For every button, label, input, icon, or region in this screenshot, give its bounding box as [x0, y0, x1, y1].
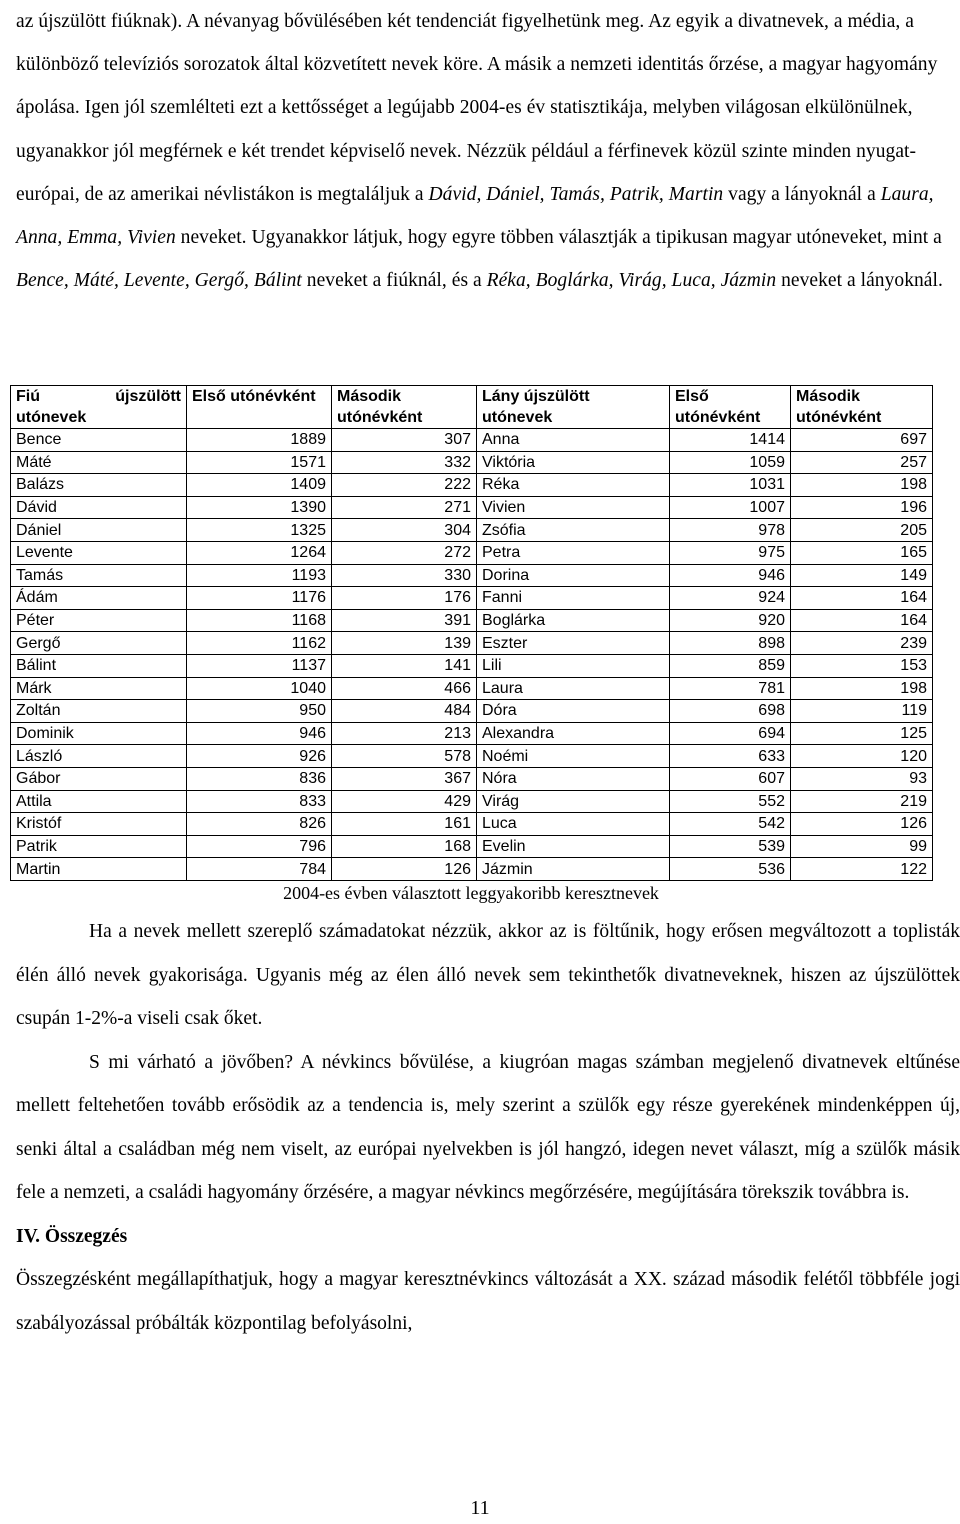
girl-name-cell: Zsófia: [477, 519, 670, 542]
table-caption: 2004-es évben választott leggyakoribb keresztnevek: [283, 883, 659, 903]
table-row: [11, 632, 933, 655]
girl-name-cell: Noémi: [477, 745, 670, 768]
girl-name-cell: Dóra: [477, 700, 670, 723]
boy-name-cell: Péter: [11, 609, 187, 632]
boy-name-cell: Dávid: [11, 496, 187, 519]
intro-text-1: az újszülött fiúknak). A névanyag bővülésében két tendenciát figyelhetünk meg. Az egyik a divatnevek, a média, a különböző televíziós sorozatok által közvetített nevek köre. A másik a nemzeti identitás őrzése, a magyar hagyomány ápolása. Igen jól szemlélteti ezt a kettősséget a legújabb 2004-es év statisztikája, melyben világosan elkülönülnek, ugyanakkor jól megférnek e két trendet képviselő nevek. Nézzük például a férfinevek közül szinte minden nyugat-európai, de az amerikai névlistákon is megtaláljuk a: [16, 11, 938, 205]
boy-first-count-cell: 836: [187, 767, 332, 790]
table-row: [11, 519, 933, 542]
boy-name-cell: Gábor: [11, 767, 187, 790]
girl-second-count-cell: 205: [791, 519, 933, 542]
girl-first-count-cell: 633: [670, 745, 791, 768]
intro-text-2: vagy a lányoknál a: [723, 183, 881, 205]
girl-first-count-cell: 1031: [670, 474, 791, 497]
girl-second-count-cell: 165: [791, 541, 933, 564]
table-row: [11, 745, 933, 768]
boy-first-count-cell: 946: [187, 722, 332, 745]
header-boy-word1: Fiú: [16, 388, 40, 405]
girl-name-cell: Jázmin: [477, 858, 670, 881]
girl-first-count-cell: 975: [670, 541, 791, 564]
boy-first-count-cell: 1193: [187, 564, 332, 587]
girl-first-count-cell: 694: [670, 722, 791, 745]
boy-first-count-cell: 796: [187, 835, 332, 858]
table-row: [11, 564, 933, 587]
girl-first-count-cell: 781: [670, 677, 791, 700]
table-row: [11, 496, 933, 519]
girl-first-count-cell: 946: [670, 564, 791, 587]
girl-first-count-cell: 607: [670, 767, 791, 790]
girl-first-count-cell: 978: [670, 519, 791, 542]
girl-first-count-cell: 536: [670, 858, 791, 881]
girl-first-count-cell: 898: [670, 632, 791, 655]
table-row: [11, 609, 933, 632]
intro-paragraph: [16, 0, 960, 302]
paragraph-2: Ha a nevek mellett szereplő számadatokat nézzük, akkor az is föltűnik, hogy erősen megváltozott a toplisták élén álló nevek gyakorisága. Ugyanis még az élen álló nevek sem tekinthetők divatneveknek, hiszen az újszülöttek csupán 1-2%-a viseli csak őket.: [16, 921, 960, 1029]
boy-second-count-cell: 168: [332, 835, 477, 858]
girl-second-count-cell: 122: [791, 858, 933, 881]
girl-first-count-cell: 542: [670, 813, 791, 836]
boy-first-count-cell: 1137: [187, 654, 332, 677]
female-examples-international: Laura, Anna, Emma, Vivien: [16, 183, 934, 249]
girl-first-count-cell: 920: [670, 609, 791, 632]
girl-name-cell: Fanni: [477, 587, 670, 610]
boy-first-count-cell: 1889: [187, 429, 332, 452]
header-boy-names: [11, 386, 187, 429]
boy-second-count-cell: 466: [332, 677, 477, 700]
girl-name-cell: Vivien: [477, 496, 670, 519]
boy-name-cell: Bálint: [11, 654, 187, 677]
girl-first-count-cell: 924: [670, 587, 791, 610]
girl-second-count-cell: 164: [791, 587, 933, 610]
boy-name-cell: Bence: [11, 429, 187, 452]
names-table: [10, 385, 933, 881]
boy-second-count-cell: 304: [332, 519, 477, 542]
girl-second-count-cell: 219: [791, 790, 933, 813]
boy-first-count-cell: 826: [187, 813, 332, 836]
table-row: [11, 767, 933, 790]
female-examples-hungarian: Réka, Boglárka, Virág, Luca, Jázmin: [486, 270, 777, 292]
male-examples-hungarian: Bence, Máté, Levente, Gergő, Bálint: [16, 270, 302, 292]
boy-first-count-cell: 1571: [187, 451, 332, 474]
header-boy-word3: utónevek: [16, 409, 87, 426]
table-row: [11, 429, 933, 452]
boy-name-cell: Dominik: [11, 722, 187, 745]
boy-name-cell: Ádám: [11, 587, 187, 610]
table-row: [11, 790, 933, 813]
boy-second-count-cell: 429: [332, 790, 477, 813]
boy-second-count-cell: 126: [332, 858, 477, 881]
table-row: [11, 858, 933, 881]
girl-name-cell: Réka: [477, 474, 670, 497]
table-row: [11, 474, 933, 497]
male-examples-international: Dávid, Dániel, Tamás, Patrik, Martin: [428, 183, 724, 205]
header-boy-first: Első utónévként: [187, 386, 332, 429]
boy-name-cell: Patrik: [11, 835, 187, 858]
boy-second-count-cell: 176: [332, 587, 477, 610]
table-row: [11, 677, 933, 700]
paragraph-3: S mi várható a jövőben? A névkincs bővülése, a kiugróan magas számban megjelenő divatnevek eltűnése mellett feltehetően tovább erősödik az a tendencia is, mely szerint a szülők egy része gyerekének mindenképpen új, senki által a családban még nem viselt, az európai nyelvekben is jól hangzó, idegen nevet választ, míg a szülők másik fele a nemzeti, a családi hagyomány őrzésére, a magyar névkincs megőrzésére, megújítására törekszik továbbra is.: [16, 1051, 960, 1203]
table-row: [11, 835, 933, 858]
girl-first-count-cell: 698: [670, 700, 791, 723]
girl-name-cell: Eszter: [477, 632, 670, 655]
boy-name-cell: Tamás: [11, 564, 187, 587]
boy-name-cell: Máté: [11, 451, 187, 474]
boy-second-count-cell: 141: [332, 654, 477, 677]
boy-first-count-cell: 1264: [187, 541, 332, 564]
girl-first-count-cell: 552: [670, 790, 791, 813]
girl-second-count-cell: 164: [791, 609, 933, 632]
girl-second-count-cell: 198: [791, 474, 933, 497]
boy-name-cell: Zoltán: [11, 700, 187, 723]
table-row: [11, 451, 933, 474]
table-row: [11, 654, 933, 677]
table-row: [11, 813, 933, 836]
header-girl-second: Második utónévként: [791, 386, 933, 429]
girl-name-cell: Dorina: [477, 564, 670, 587]
boy-first-count-cell: 833: [187, 790, 332, 813]
boy-name-cell: Dániel: [11, 519, 187, 542]
table-row: [11, 722, 933, 745]
boy-second-count-cell: 391: [332, 609, 477, 632]
girl-name-cell: Alexandra: [477, 722, 670, 745]
boy-name-cell: Attila: [11, 790, 187, 813]
girl-name-cell: Boglárka: [477, 609, 670, 632]
boy-first-count-cell: 1409: [187, 474, 332, 497]
boy-second-count-cell: 222: [332, 474, 477, 497]
girl-first-count-cell: 1414: [670, 429, 791, 452]
intro-text-5: neveket a lányoknál.: [776, 270, 943, 292]
intro-text-4: neveket a fiúknál, és a: [301, 270, 487, 292]
boy-second-count-cell: 367: [332, 767, 477, 790]
boy-first-count-cell: 1176: [187, 587, 332, 610]
girl-first-count-cell: 1007: [670, 496, 791, 519]
girl-second-count-cell: 697: [791, 429, 933, 452]
boy-name-cell: Martin: [11, 858, 187, 881]
girl-name-cell: Anna: [477, 429, 670, 452]
girl-name-cell: Nóra: [477, 767, 670, 790]
header-girl-names: Lány újszülött utónevek: [477, 386, 670, 429]
boy-second-count-cell: 330: [332, 564, 477, 587]
boy-second-count-cell: 272: [332, 541, 477, 564]
boy-name-cell: Márk: [11, 677, 187, 700]
girl-second-count-cell: 93: [791, 767, 933, 790]
boy-second-count-cell: 271: [332, 496, 477, 519]
boy-second-count-cell: 578: [332, 745, 477, 768]
girl-first-count-cell: 539: [670, 835, 791, 858]
boy-second-count-cell: 213: [332, 722, 477, 745]
girl-second-count-cell: 149: [791, 564, 933, 587]
girl-second-count-cell: 120: [791, 745, 933, 768]
boy-second-count-cell: 307: [332, 429, 477, 452]
boy-first-count-cell: 1325: [187, 519, 332, 542]
boy-first-count-cell: 784: [187, 858, 332, 881]
page-number: 11: [470, 1497, 490, 1519]
girl-second-count-cell: 99: [791, 835, 933, 858]
body-text: [16, 910, 960, 1345]
boy-name-cell: Balázs: [11, 474, 187, 497]
boy-second-count-cell: 484: [332, 700, 477, 723]
boy-first-count-cell: 1040: [187, 677, 332, 700]
girl-first-count-cell: 859: [670, 654, 791, 677]
header-boy-word2: újszülött: [115, 388, 181, 405]
girl-second-count-cell: 198: [791, 677, 933, 700]
boy-first-count-cell: 1390: [187, 496, 332, 519]
girl-name-cell: Laura: [477, 677, 670, 700]
table-row: [11, 541, 933, 564]
girl-second-count-cell: 119: [791, 700, 933, 723]
section-heading: IV. Összegzés: [16, 1225, 128, 1247]
girl-second-count-cell: 125: [791, 722, 933, 745]
girl-second-count-cell: 196: [791, 496, 933, 519]
girl-second-count-cell: 239: [791, 632, 933, 655]
girl-second-count-cell: 153: [791, 654, 933, 677]
boy-first-count-cell: 950: [187, 700, 332, 723]
girl-first-count-cell: 1059: [670, 451, 791, 474]
table-header-row: [11, 386, 933, 429]
intro-text-3: neveket. Ugyanakkor látjuk, hogy egyre többen választják a tipikusan magyar utóneveket, mint a: [175, 227, 942, 249]
girl-name-cell: Viktória: [477, 451, 670, 474]
boy-first-count-cell: 1162: [187, 632, 332, 655]
girl-name-cell: Evelin: [477, 835, 670, 858]
boy-name-cell: Levente: [11, 541, 187, 564]
girl-name-cell: Petra: [477, 541, 670, 564]
paragraph-4: Összegzésként megállapíthatjuk, hogy a magyar keresztnévkincs változását a XX. század második felétől többféle jogi szabályozással próbálták központilag befolyásolni,: [16, 1269, 960, 1334]
girl-name-cell: Lili: [477, 654, 670, 677]
table-row: [11, 700, 933, 723]
girl-second-count-cell: 257: [791, 451, 933, 474]
boy-first-count-cell: 1168: [187, 609, 332, 632]
boy-second-count-cell: 139: [332, 632, 477, 655]
boy-first-count-cell: 926: [187, 745, 332, 768]
header-boy-second: Második utónévként: [332, 386, 477, 429]
boy-second-count-cell: 161: [332, 813, 477, 836]
girl-name-cell: Virág: [477, 790, 670, 813]
boy-name-cell: Kristóf: [11, 813, 187, 836]
boy-name-cell: László: [11, 745, 187, 768]
girl-name-cell: Luca: [477, 813, 670, 836]
girl-second-count-cell: 126: [791, 813, 933, 836]
boy-name-cell: Gergő: [11, 632, 187, 655]
boy-second-count-cell: 332: [332, 451, 477, 474]
table-row: [11, 587, 933, 610]
header-girl-first: Első utónévként: [670, 386, 791, 429]
